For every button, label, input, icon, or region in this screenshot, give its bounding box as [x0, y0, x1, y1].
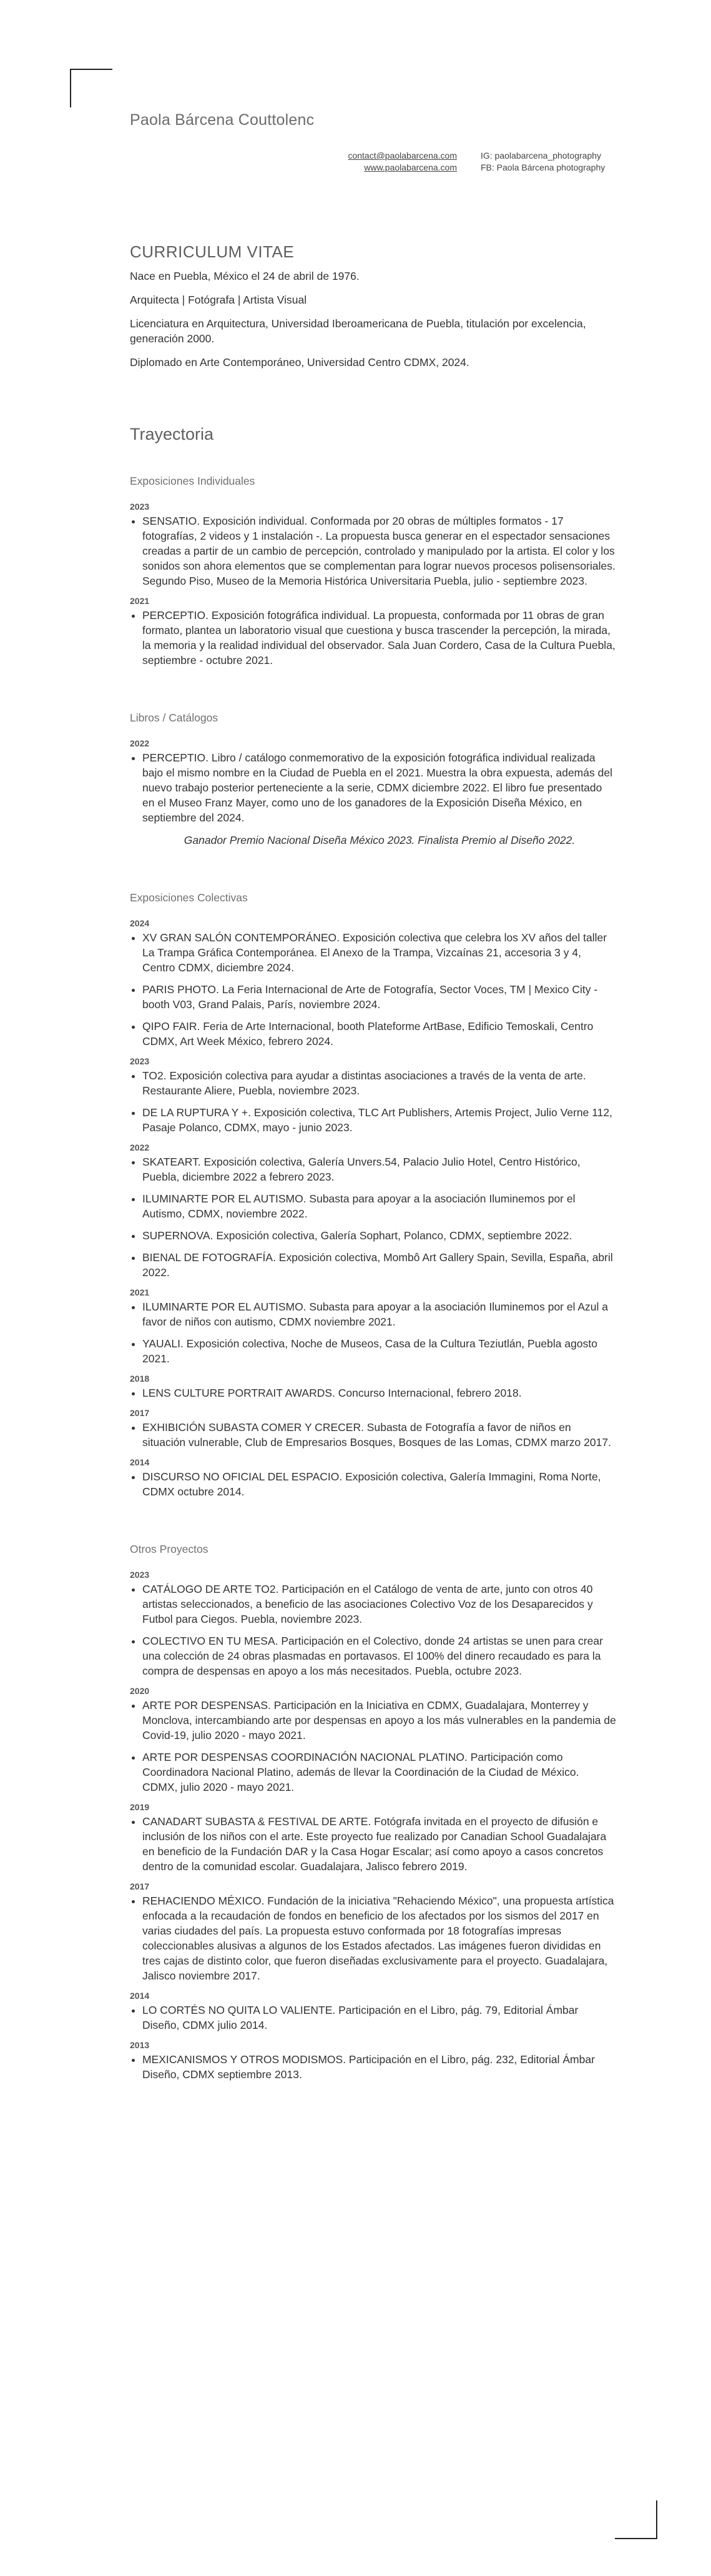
group-libros — [130, 711, 617, 848]
category-title: Otros Proyectos — [130, 1543, 208, 1555]
entry-list — [130, 1814, 617, 1874]
list-item: • LO CORTÉS NO QUITA LO VALIENTE. Participación en el Libro, pág. 79, Editorial Ámbar Diseño, CDMX julio 2014. — [142, 2003, 617, 2033]
award-note: Ganador Premio Nacional Diseña México 2023. Finalista Premio al Diseño 2022. — [184, 834, 576, 846]
list-item: • BIENAL DE FOTOGRAFÍA. Exposición colectiva, Mombô Art Gallery Spain, Sevilla, España, abril 2022. — [142, 1250, 617, 1280]
year-label: 2022 — [130, 1142, 150, 1152]
year-blocks — [130, 502, 617, 668]
social-handles — [481, 150, 605, 174]
year-label: 2018 — [130, 1374, 150, 1384]
year-label: 2021 — [130, 596, 150, 606]
list-item: • TO2. Exposición colectiva para ayudar a distintas asociaciones a través de la venta de arte. Restaurante Aliere, Puebla, noviembre 2023. — [142, 1068, 617, 1098]
entry-list — [130, 513, 617, 588]
year-label: 2014 — [130, 1457, 150, 1467]
group-individuales — [130, 475, 617, 668]
list-item: • SKATEART. Exposición colectiva, Galería Unvers.54, Palacio Julio Hotel, Centro Histórico, Puebla, diciembre 2022 a febrero 2023. — [142, 1154, 617, 1184]
entry-list — [130, 1068, 617, 1135]
entry-list — [130, 1154, 617, 1280]
category-title: Exposiciones Colectivas — [130, 891, 248, 904]
cv-title: CURRICULUM VITAE — [130, 242, 295, 261]
instagram-handle: IG: paolabarcena_photography — [481, 151, 602, 161]
facebook-handle: FB: Paola Bárcena photography — [481, 162, 606, 172]
website-link[interactable]: www.paolabarcena.com — [364, 162, 457, 172]
contact-links — [312, 150, 457, 174]
list-item: • ARTE POR DESPENSAS. Participación en la Iniciativa en CDMX, Guadalajara, Monterrey y Monclova, intercambiando arte por despensas en apoyo a los más vulnerables en la pandemia de Covid-19, julio 2020 - mayo 2021. — [142, 1698, 617, 1743]
year-blocks — [130, 918, 617, 1499]
list-item: • QIPO FAIR. Feria de Arte Internacional, booth Plateforme ArtBase, Edificio Temoskali, Centro CDMX, Art Week México, febrero 2024. — [142, 1019, 617, 1049]
list-item: • CANADART SUBASTA & FESTIVAL DE ARTE. Fotógrafa invitada en el proyecto de difusión e inclusión de los niños con el arte. Este proyecto fue realizado por Canadian School Guadalajara en beneficio de la Fundación DAR y la Casa Hogar Escalar; así como apoyo a casos concretos dentro de la comunidad escolar. Guadalajara, Jalisco febrero 2019. — [142, 1814, 617, 1874]
list-item: • SUPERNOVA. Exposición colectiva, Galería Sophart, Polanco, CDMX, septiembre 2022. — [142, 1228, 617, 1243]
group-colectivas — [130, 891, 617, 1499]
degree: Licenciatura en Arquitectura, Universidad Iberoamericana de Puebla, titulación por excelencia, generación 2000. — [130, 317, 586, 345]
list-item: • DISCURSO NO OFICIAL DEL ESPACIO. Exposición colectiva, Galería Immagini, Roma Norte, CDMX octubre 2014. — [142, 1469, 617, 1499]
year-label: 2023 — [130, 1570, 150, 1580]
entry-list — [130, 2052, 617, 2082]
year-label: 2020 — [130, 1686, 150, 1696]
list-item: • PERCEPTIO. Exposición fotográfica individual. La propuesta, conformada por 11 obras de gran formato, plantea un laboratorio visual que cuestiona y busca trascender la percepción, la mirada, la memoria y la realidad individual del observador. Sala Juan Cordero, Casa de la Cultura Puebla, septiembre - octubre 2021. — [142, 608, 617, 668]
list-item: • SENSATIO. Exposición individual. Conformada por 20 obras de múltiples formatos - 17 fotografías, 2 videos y 1 instalación -. La propuesta busca generar en el espectador sensaciones creadas a partir de un cambio de percepción, controlado y manipulado por la artista. El color y los sonidos son ahora elementos que se complementan para lograr nuevos procesos polisensoriales. Segundo Piso, Museo de la Memoria Histórica Universitaria Puebla, julio - septiembre 2023. — [142, 513, 617, 588]
year-label: 2013 — [130, 2040, 150, 2050]
list-item: • MEXICANISMOS Y OTROS MODISMOS. Participación en el Libro, pág. 232, Editorial Ámbar Diseño, CDMX septiembre 2013. — [142, 2052, 617, 2082]
category-title: Libros / Catálogos — [130, 711, 218, 724]
year-label: 2023 — [130, 502, 150, 512]
entry-list — [130, 1385, 617, 1400]
list-item: • COLECTIVO EN TU MESA. Participación en el Colectivo, donde 24 artistas se unen para crear una colección de 24 obras plasmadas en portavasos. El 100% del dinero recaudado es para la compra de despensas en apoyo a los más necesitados. Puebla, octubre 2023. — [142, 1633, 617, 1678]
entry-list — [130, 1299, 617, 1366]
group-otros — [130, 1543, 617, 2082]
year-label: 2022 — [130, 738, 150, 748]
year-label: 2024 — [130, 918, 150, 928]
list-item: • XV GRAN SALÓN CONTEMPORÁNEO. Exposición colectiva que celebra los XV años del taller La Trampa Gráfica Contemporánea. El Anexo de la Trampa, Vizcaínas 21, accesoria 3 y 4, Centro CDMX, diciembre 2024. — [142, 930, 617, 975]
cv-intro — [130, 269, 592, 379]
list-item: • CATÁLOGO DE ARTE TO2. Participación en el Catálogo de venta de arte, junto con otros 40 artistas seleccionados, a beneficio de las asociaciones Colectivo Voz de los Desaparecidos y Futbol para Ciegos. Puebla, noviembre 2023. — [142, 1582, 617, 1627]
entry-list — [130, 608, 617, 668]
list-item: • REHACIENDO MÉXICO. Fundación de la iniciativa "Rehaciendo México", una propuesta artística enfocada a la recaudación de fondos en beneficio de los afectados por los sismos del 2017 en varias ciudades del país. La propuesta estuvo conformada por 18 fotografías impresas coleccionables alusivas a algunos de los Estados afectados. Las imágenes fueron divididas en tres cajas de distinto color, que fueron diseñadas exclusivamente para el proyecto. Guadalajara, Jalisco noviembre 2017. — [142, 1893, 617, 1983]
entry-list — [130, 1582, 617, 1678]
corner-frame-bottom-right — [615, 2500, 657, 2539]
list-item: • DE LA RUPTURA Y +. Exposición colectiva, TLC Art Publishers, Artemis Project, Julio Verne 112, Pasaje Polanco, CDMX, mayo - junio 2023. — [142, 1105, 617, 1135]
year-label: 2019 — [130, 1802, 150, 1812]
entry-list — [130, 2003, 617, 2033]
list-item: • PARIS PHOTO. La Feria Internacional de Arte de Fotografía, Sector Voces, TM | Mexico City - booth V03, Grand Palais, París, noviembre 2024. — [142, 982, 617, 1012]
list-item: • ILUMINARTE POR EL AUTISMO. Subasta para apoyar a la asociación Iluminemos por el Autismo, CDMX, noviembre 2022. — [142, 1191, 617, 1221]
year-label: 2017 — [130, 1408, 150, 1418]
entry-list — [130, 1469, 617, 1499]
entry-list — [130, 1893, 617, 1983]
trayectoria-content — [130, 475, 617, 2126]
profession: Arquitecta | Fotógrafa | Artista Visual — [130, 294, 307, 306]
year-label: 2017 — [130, 1881, 150, 1891]
entry-list — [130, 1420, 617, 1450]
list-item: • EXHIBICIÓN SUBASTA COMER Y CRECER. Subasta de Fotografía a favor de niños en situación vulnerable, Club de Empresarios Bosques, Bosques de las Lomas, CDMX marzo 2017. — [142, 1420, 617, 1450]
entry-list — [130, 750, 617, 825]
list-item: • PERCEPTIO. Libro / catálogo conmemorativo de la exposición fotográfica individual realizada bajo el mismo nombre en la Ciudad de Puebla en el 2021. Muestra la obra expuesta, además del nuevo trabajo posterior perteneciente a la serie, CDMX diciembre 2022. El libro fue presentado en el Museo Franz Mayer, como uno de los ganadores de la Exposición Diseña México, en septiembre del 2024. — [142, 750, 617, 825]
list-item: • ARTE POR DESPENSAS COORDINACIÓN NACIONAL PLATINO. Participación como Coordinadora Nacional Platino, además de llevar la Coordinación de la Ciudad de México. CDMX, julio 2020 - mayo 2021. — [142, 1750, 617, 1795]
entry-list — [130, 930, 617, 1049]
year-label: 2014 — [130, 1991, 150, 2001]
birth-info: Nace en Puebla, México el 24 de abril de 1976. — [130, 270, 360, 282]
section-title-trayectoria: Trayectoria — [130, 425, 214, 443]
corner-frame-top-left — [70, 69, 112, 107]
entry-list — [130, 1698, 617, 1795]
list-item: • YAUALI. Exposición colectiva, Noche de Museos, Casa de la Cultura Teziutlán, Puebla agosto 2021. — [142, 1336, 617, 1366]
author-name: Paola Bárcena Couttolenc — [130, 111, 315, 129]
email-link[interactable]: contact@paolabarcena.com — [348, 151, 457, 161]
year-blocks — [130, 1570, 617, 2082]
list-item: • ILUMINARTE POR EL AUTISMO. Subasta para apoyar a la asociación Iluminemos por el Azul a favor de niños con autismo, CDMX noviembre 2021. — [142, 1299, 617, 1329]
category-title: Exposiciones Individuales — [130, 475, 255, 487]
diploma: Diplomado en Arte Contemporáneo, Universidad Centro CDMX, 2024. — [130, 356, 469, 369]
year-label: 2021 — [130, 1287, 150, 1297]
list-item: • LENS CULTURE PORTRAIT AWARDS. Concurso Internacional, febrero 2018. — [142, 1385, 617, 1400]
year-label: 2023 — [130, 1056, 150, 1066]
year-blocks — [130, 738, 617, 825]
